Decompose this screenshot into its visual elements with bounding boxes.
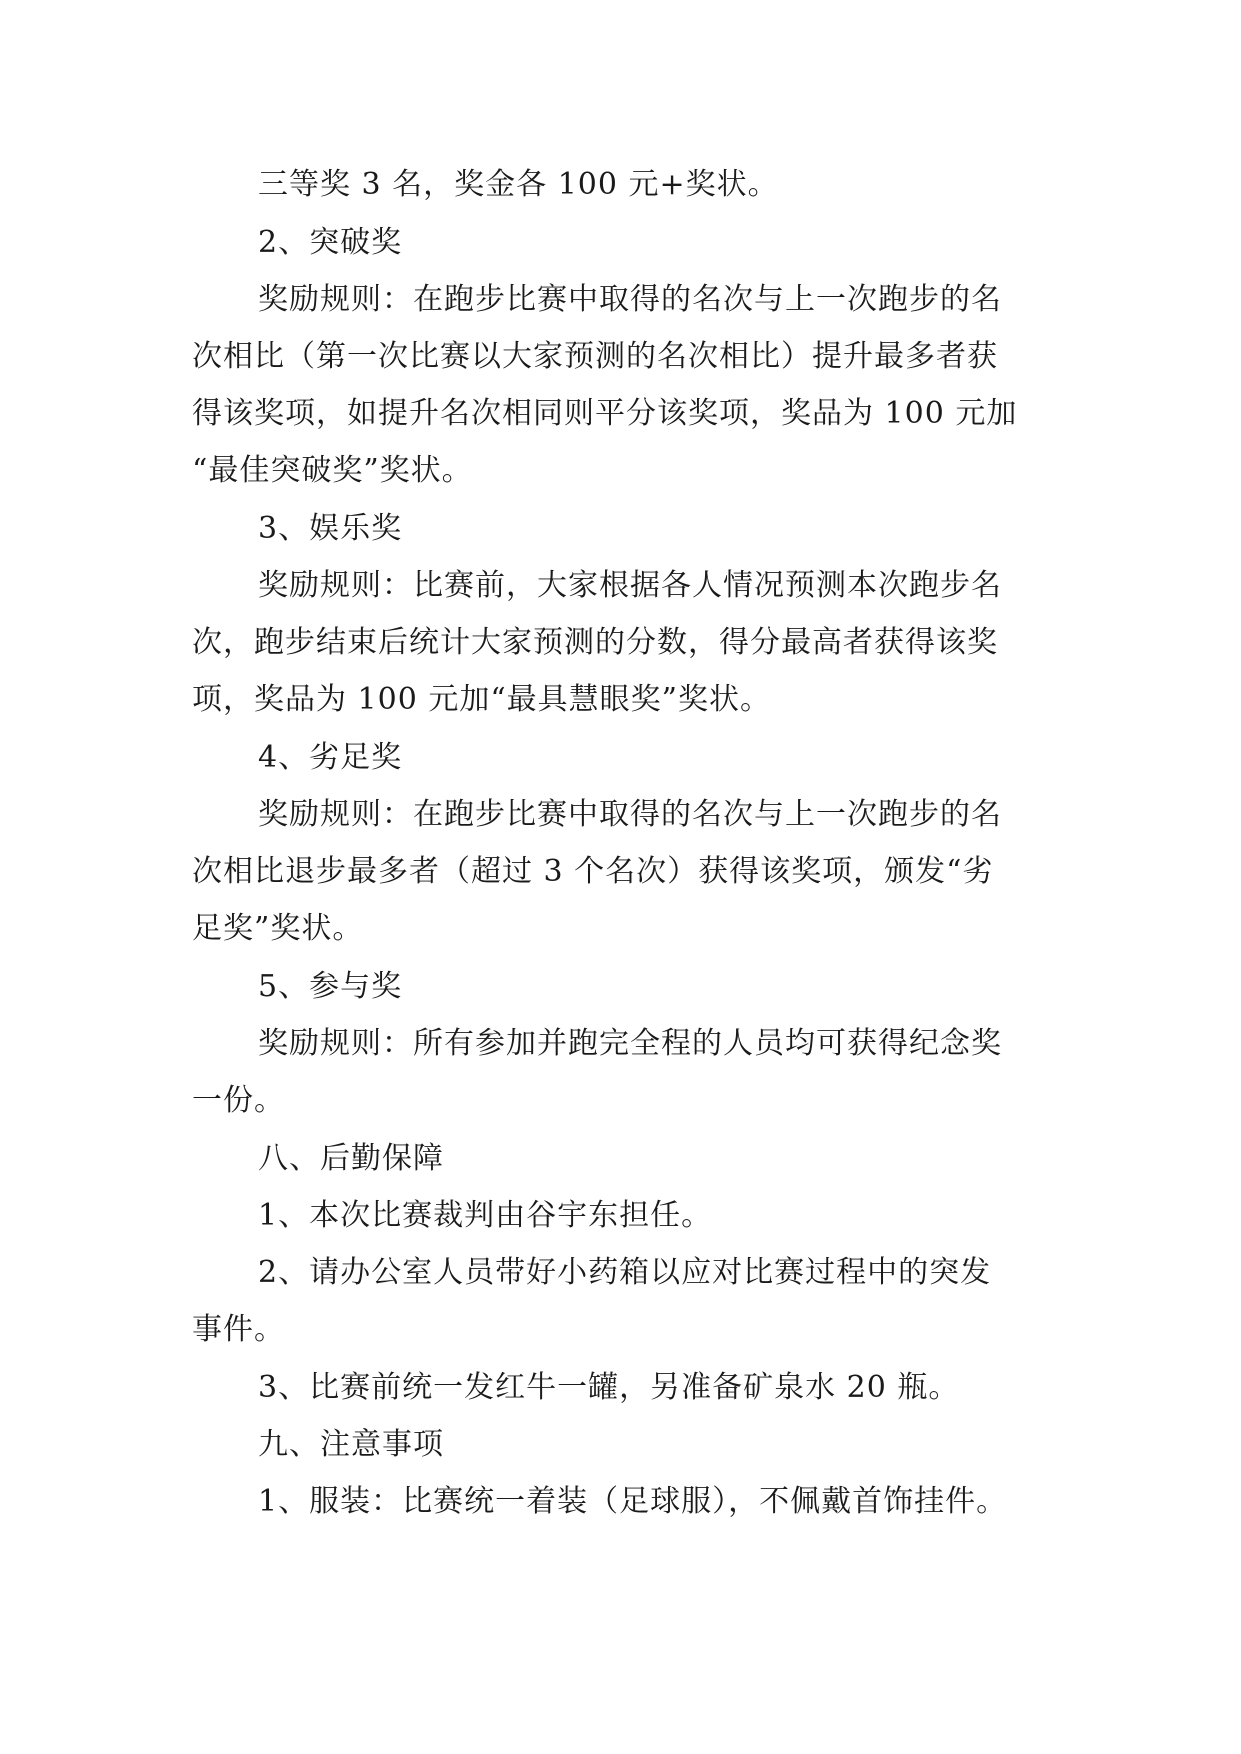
text-line: 1、服装：比赛统一着装（足球服），不佩戴首饰挂件。 [258, 1484, 1008, 1519]
section-heading-logistics: 八、后勤保障 [258, 1141, 444, 1176]
text-line: 事件。 [192, 1312, 285, 1347]
text-line: 奖励规则：所有参加并跑完全程的人员均可获得纪念奖 [258, 1026, 1002, 1061]
text-line: 奖励规则：比赛前，大家根据各人情况预测本次跑步名 [258, 568, 1002, 603]
text-line-third-prize: 三等奖 3 名，奖金各 100 元+奖状。 [258, 167, 779, 202]
text-line: 得该奖项，如提升名次相同则平分该奖项，奖品为 100 元加 [192, 396, 1018, 431]
heading-inferior-award: 4、劣足奖 [258, 740, 403, 775]
text-line: 1、本次比赛裁判由谷宇东担任。 [258, 1198, 713, 1233]
text-line: 3、比赛前统一发红牛一罐，另准备矿泉水 20 瓶。 [258, 1370, 960, 1405]
text-line: 次相比退步最多者（超过 3 个名次）获得该奖项，颁发“劣 [192, 854, 994, 889]
heading-participation-award: 5、参与奖 [258, 969, 403, 1004]
text-line: 次相比（第一次比赛以大家预测的名次相比）提升最多者获 [192, 339, 998, 374]
text-line: 足奖”奖状。 [192, 911, 364, 946]
heading-entertainment-award: 3、娱乐奖 [258, 511, 403, 546]
text-line: 奖励规则：在跑步比赛中取得的名次与上一次跑步的名 [258, 797, 1002, 832]
text-line: 项，奖品为 100 元加“最具慧眼奖”奖状。 [192, 682, 772, 717]
section-heading-notes: 九、注意事项 [258, 1427, 444, 1462]
heading-breakthrough-award: 2、突破奖 [258, 225, 403, 260]
text-line: “最佳突破奖”奖状。 [192, 453, 473, 488]
text-line: 次，跑步结束后统计大家预测的分数，得分最高者获得该奖 [192, 625, 998, 660]
text-line: 2、请办公室人员带好小药箱以应对比赛过程中的突发 [258, 1255, 992, 1290]
text-line: 奖励规则：在跑步比赛中取得的名次与上一次跑步的名 [258, 282, 1002, 317]
text-line: 一份。 [192, 1083, 285, 1118]
